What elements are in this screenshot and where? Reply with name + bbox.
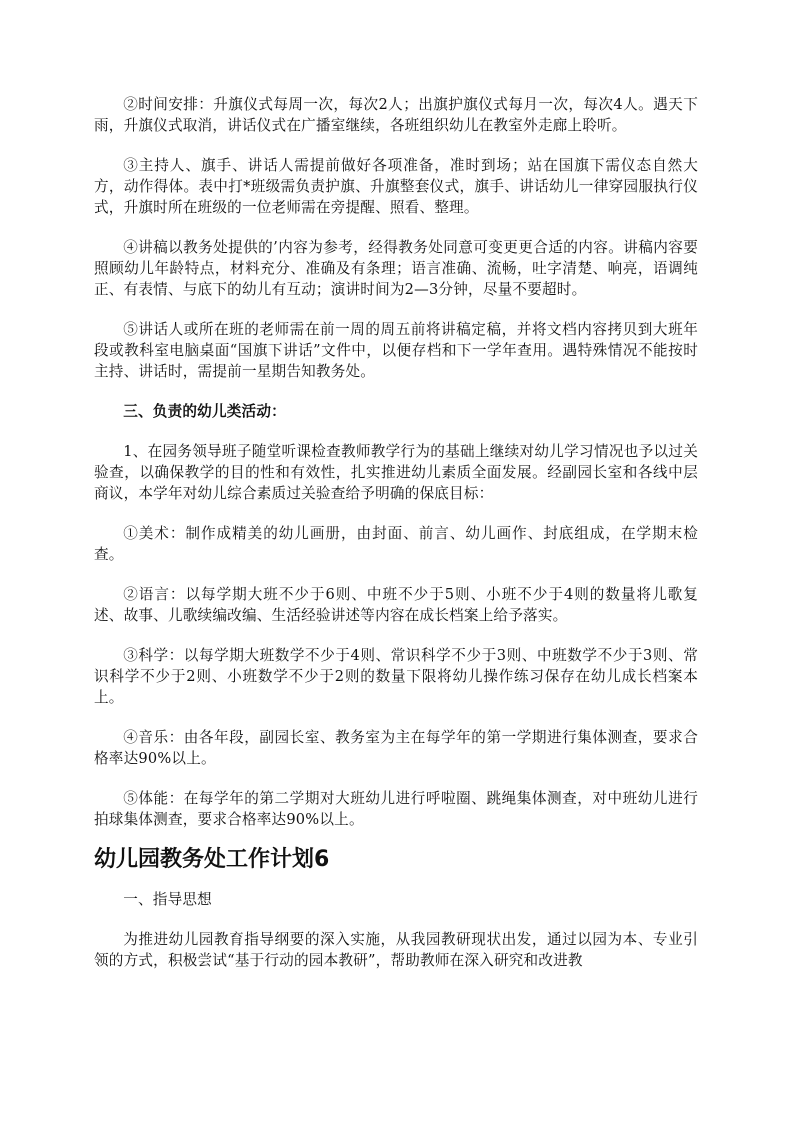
- document-page: [94, 94, 698, 990]
- paragraph-music: ④音乐：由各年段，副园长室、教务室为主在每学年的第一学期进行集体测查，要求合格率达90%以上。: [94, 729, 698, 767]
- paragraph-science: ③科学：以每学期大班数学不少于4则、常识科学不少于3则、中班数学不少于3则、常识科学不少于2则、小班数学不少于2则的数量下限将幼儿操作练习保存在幼儿成长档案本上。: [94, 647, 698, 706]
- paragraph-physical: ⑤体能：在每学年的第二学期对大班幼儿进行呼啦圈、跳绳集体测查，对中班幼儿进行拍球集体测查，要求合格率达90%以上。: [94, 790, 698, 828]
- paragraph-time-arrangement: ②时间安排：升旗仪式每周一次，每次2人；出旗护旗仪式每月一次，每次4人。遇天下雨，升旗仪式取消，讲话仪式在广播室继续，各班组织幼儿在教室外走廊上聆听。: [94, 96, 698, 134]
- paragraph-speech-draft: ④讲稿以教务处提供的’内容为参考，经得教务处同意可变更更合适的内容。讲稿内容要照顾幼儿年龄特点，材料充分、准确及有条理；语言准确、流畅，吐字清楚、响亮，语调纯正、有表情、与底下的幼儿有互动；演讲时间为2—3分钟，尽量不要超时。: [94, 239, 698, 298]
- paragraph-guiding-ideology-title: 一、指导思想: [123, 891, 212, 908]
- paragraph-speech-deadline: ⑤讲话人或所在班的老师需在前一周的周五前将讲稿定稿，并将文档内容拷贝到大班年段或教科室电脑桌面“国旗下讲话”文件中，以便存档和下一学年查用。遇特殊情况不能按时主持、讲话时，需提前一星期告知教务处。: [94, 321, 698, 380]
- paragraph-guiding-ideology: 为推进幼儿园教育指导纲要的深入实施，从我园教研现状出发，通过以园为本、专业引领的方式，积极尝试“基于行动的园本教研”，帮助教师在深入研究和改进教: [94, 931, 698, 969]
- paragraph-art: ①美术：制作成精美的幼儿画册，由封面、前言、幼儿画作、封底组成，在学期末检查。: [94, 525, 698, 563]
- plan-heading: 幼儿园教务处工作计划6: [94, 847, 330, 872]
- paragraph-language: ②语言：以每学期大班不少于6则、中班不少于5则、小班不少于4则的数量将儿歌复述、故事、儿歌续编改编、生活经验讲述等内容在成长档案上给予落实。: [94, 586, 698, 624]
- paragraph-children-assessment: 1、在园务领导班子随堂听课检查教师教学行为的基础上继续对幼儿学习情况也予以过关验查，以确保教学的目的性和有效性，扎实推进幼儿素质全面发展。经副园长室和各线中层商议，本学年对幼儿综合素质过关验查给予明确的保底目标：: [94, 443, 698, 502]
- section-three-title: 三、负责的幼儿类活动：: [123, 403, 286, 420]
- paragraph-host-flag-bearer: ③主持人、旗手、讲话人需提前做好各项准备，准时到场；站在国旗下需仪态自然大方，动作得体。表中打*班级需负责护旗、升旗整套仪式，旗手、讲话幼儿一律穿园服执行仪式，升旗时所在班级的一位老师需在旁提醒、照看、整理。: [94, 157, 698, 216]
